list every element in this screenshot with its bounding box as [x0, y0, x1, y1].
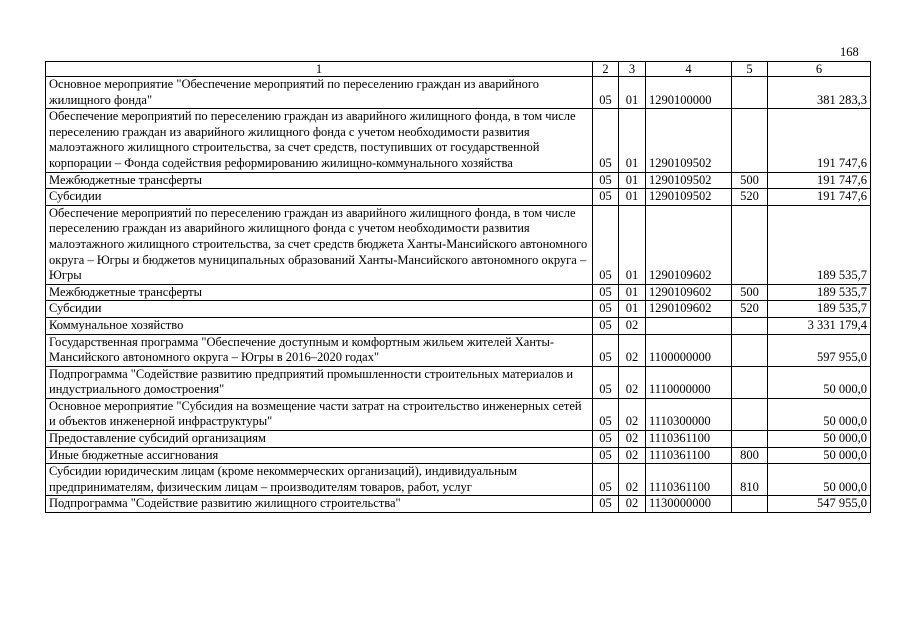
row-amount-cell: 50 000,0	[768, 398, 871, 430]
table-row	[46, 464, 871, 496]
row-expense-type-cell: 500	[732, 172, 768, 189]
row-target-article-cell: 1100000000	[646, 334, 732, 366]
table-row	[46, 431, 871, 448]
table-body	[46, 77, 871, 513]
row-section-cell: 05	[593, 447, 619, 464]
row-target-article-cell: 1290109502	[646, 109, 732, 172]
row-section-cell: 05	[593, 496, 619, 513]
row-subsection-cell: 02	[619, 366, 646, 398]
row-name-cell: Субсидии	[46, 189, 593, 206]
budget-table	[45, 61, 871, 513]
row-expense-type-cell	[732, 77, 768, 109]
column-header-section: 2	[593, 62, 619, 77]
row-expense-type-cell: 500	[732, 284, 768, 301]
row-section-cell: 05	[593, 431, 619, 448]
table-row	[46, 366, 871, 398]
row-subsection-cell: 02	[619, 464, 646, 496]
row-amount-cell: 50 000,0	[768, 431, 871, 448]
row-expense-type-cell	[732, 334, 768, 366]
row-target-article-cell: 1110300000	[646, 398, 732, 430]
row-target-article-cell: 1110361100	[646, 447, 732, 464]
row-section-cell: 05	[593, 366, 619, 398]
row-amount-cell: 3 331 179,4	[768, 317, 871, 334]
row-name-cell: Основное мероприятие "Обеспечение мероприятий по переселению граждан из аварийного жилищного фонда"	[46, 77, 593, 109]
row-amount-cell: 191 747,6	[768, 109, 871, 172]
row-name-cell: Подпрограмма "Содействие развитию предприятий промышленности строительных материалов и индустриального домостроения"	[46, 366, 593, 398]
row-subsection-cell: 01	[619, 301, 646, 318]
row-subsection-cell: 01	[619, 172, 646, 189]
row-subsection-cell: 02	[619, 398, 646, 430]
page-number: 168	[840, 45, 859, 59]
row-name-cell: Предоставление субсидий организациям	[46, 431, 593, 448]
table-row	[46, 334, 871, 366]
row-target-article-cell: 1290109602	[646, 205, 732, 284]
row-section-cell: 05	[593, 398, 619, 430]
row-section-cell: 05	[593, 205, 619, 284]
row-target-article-cell: 1290109502	[646, 189, 732, 206]
table-row	[46, 496, 871, 513]
row-target-article-cell: 1110361100	[646, 464, 732, 496]
row-amount-cell: 50 000,0	[768, 464, 871, 496]
row-target-article-cell: 1110000000	[646, 366, 732, 398]
row-name-cell: Государственная программа "Обеспечение доступным и комфортным жильем жителей Ханты-Мансийского автономного округа – Югры в 2016–2020 годах"	[46, 334, 593, 366]
row-target-article-cell: 1130000000	[646, 496, 732, 513]
row-section-cell: 05	[593, 77, 619, 109]
row-expense-type-cell	[732, 366, 768, 398]
column-header-target-article: 4	[646, 62, 732, 77]
row-section-cell: 05	[593, 317, 619, 334]
row-amount-cell: 547 955,0	[768, 496, 871, 513]
row-amount-cell: 50 000,0	[768, 366, 871, 398]
row-amount-cell: 191 747,6	[768, 172, 871, 189]
row-name-cell: Межбюджетные трансферты	[46, 172, 593, 189]
row-expense-type-cell	[732, 109, 768, 172]
row-expense-type-cell	[732, 496, 768, 513]
row-expense-type-cell	[732, 205, 768, 284]
row-amount-cell: 191 747,6	[768, 189, 871, 206]
row-name-cell: Обеспечение мероприятий по переселению граждан из аварийного жилищного фонда, в том числе переселению граждан из аварийного жилищного фонда с учетом необходимости развития малоэтажного жилищного строительства, за счет средств бюджета Ханты-Мансийского автономного округа – Югры и бюджетов муниципальных образований Ханты-Мансийского автономного округа – Югры	[46, 205, 593, 284]
row-subsection-cell: 02	[619, 496, 646, 513]
row-amount-cell: 189 535,7	[768, 301, 871, 318]
table-row	[46, 172, 871, 189]
row-subsection-cell: 02	[619, 317, 646, 334]
row-expense-type-cell: 520	[732, 189, 768, 206]
row-expense-type-cell: 810	[732, 464, 768, 496]
row-subsection-cell: 01	[619, 205, 646, 284]
table-row	[46, 398, 871, 430]
table-header	[46, 62, 871, 77]
row-amount-cell: 189 535,7	[768, 205, 871, 284]
row-name-cell: Обеспечение мероприятий по переселению граждан из аварийного жилищного фонда, в том числе переселению граждан из аварийного жилищного фонда с учетом необходимости развития малоэтажного жилищного строительства, за счет средств, поступивших от государственной корпорации – Фонда содействия реформированию жилищно-коммунального хозяйства	[46, 109, 593, 172]
table-row	[46, 109, 871, 172]
column-header-amount: 6	[768, 62, 871, 77]
row-target-article-cell: 1290109602	[646, 301, 732, 318]
row-amount-cell: 381 283,3	[768, 77, 871, 109]
row-subsection-cell: 02	[619, 431, 646, 448]
row-subsection-cell: 02	[619, 447, 646, 464]
row-expense-type-cell: 800	[732, 447, 768, 464]
row-section-cell: 05	[593, 334, 619, 366]
row-name-cell: Основное мероприятие "Субсидия на возмещение части затрат на строительство инженерных сетей и объектов инженерной инфраструктуры"	[46, 398, 593, 430]
table-row	[46, 447, 871, 464]
row-amount-cell: 597 955,0	[768, 334, 871, 366]
row-amount-cell: 50 000,0	[768, 447, 871, 464]
column-header-name: 1	[46, 62, 593, 77]
row-section-cell: 05	[593, 301, 619, 318]
row-target-article-cell: 1290109602	[646, 284, 732, 301]
row-subsection-cell: 01	[619, 284, 646, 301]
row-target-article-cell: 1290109502	[646, 172, 732, 189]
row-section-cell: 05	[593, 109, 619, 172]
row-target-article-cell: 1290100000	[646, 77, 732, 109]
row-expense-type-cell	[732, 317, 768, 334]
row-expense-type-cell	[732, 398, 768, 430]
column-header-expense-type: 5	[732, 62, 768, 77]
table-row	[46, 317, 871, 334]
row-section-cell: 05	[593, 189, 619, 206]
row-section-cell: 05	[593, 284, 619, 301]
row-target-article-cell	[646, 317, 732, 334]
row-name-cell: Иные бюджетные ассигнования	[46, 447, 593, 464]
row-name-cell: Подпрограмма "Содействие развитию жилищного строительства"	[46, 496, 593, 513]
row-name-cell: Субсидии юридическим лицам (кроме некоммерческих организаций), индивидуальным предпринимателям, физическим лицам – производителям товаров, работ, услуг	[46, 464, 593, 496]
row-section-cell: 05	[593, 172, 619, 189]
column-header-subsection: 3	[619, 62, 646, 77]
row-subsection-cell: 01	[619, 189, 646, 206]
row-subsection-cell: 02	[619, 334, 646, 366]
row-subsection-cell: 01	[619, 109, 646, 172]
row-name-cell: Субсидии	[46, 301, 593, 318]
row-amount-cell: 189 535,7	[768, 284, 871, 301]
row-subsection-cell: 01	[619, 77, 646, 109]
row-name-cell: Межбюджетные трансферты	[46, 284, 593, 301]
table-row	[46, 189, 871, 206]
table-row	[46, 77, 871, 109]
row-target-article-cell: 1110361100	[646, 431, 732, 448]
table-row	[46, 205, 871, 284]
column-numbers-row	[46, 62, 871, 77]
table-row	[46, 301, 871, 318]
row-expense-type-cell	[732, 431, 768, 448]
row-section-cell: 05	[593, 464, 619, 496]
table-row	[46, 284, 871, 301]
row-expense-type-cell: 520	[732, 301, 768, 318]
row-name-cell: Коммунальное хозяйство	[46, 317, 593, 334]
